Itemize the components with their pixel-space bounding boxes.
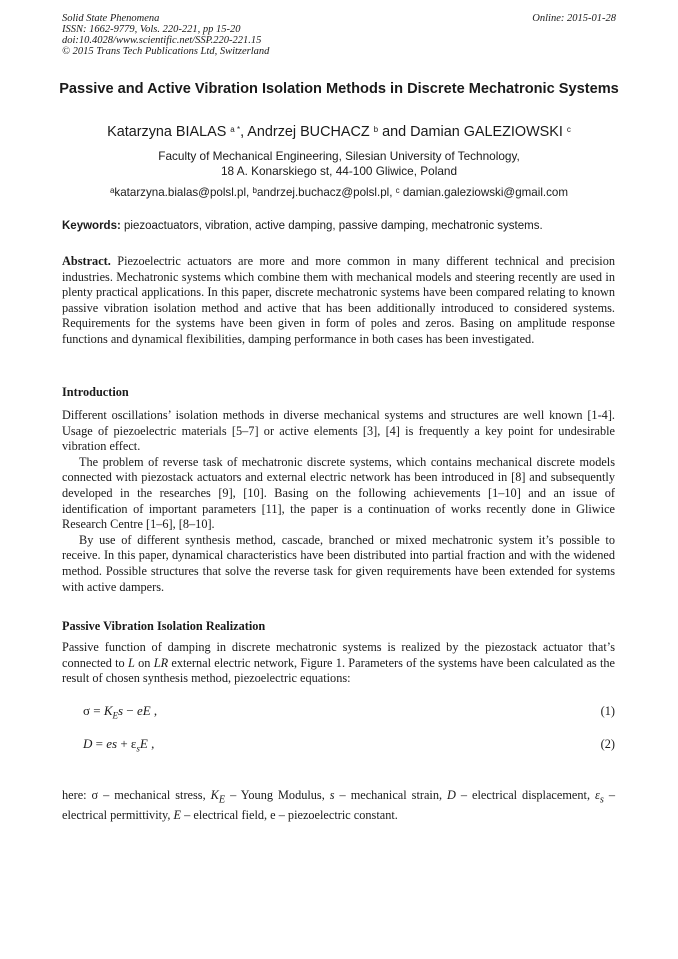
journal-header: [62, 13, 616, 57]
email-superscript: b: [252, 186, 257, 195]
math-symbol: E: [173, 808, 182, 823]
introduction-body: [62, 408, 615, 595]
math-symbol: D: [447, 788, 456, 802]
math-symbol: D: [83, 736, 93, 751]
text-run: external electric network, Figure 1. Parameters of the systems have been calculated as the result of chosen synthesis method, piezoelectric equations:: [62, 655, 615, 686]
doi-line: doi:10.4028/www.scientific.net/SSP.220-221.15: [62, 35, 262, 46]
email-link[interactable]: andrzej.buchacz@polsl.pl,: [256, 186, 396, 199]
online-date: Online: 2015-01-28: [532, 13, 616, 24]
math-symbol: s: [118, 703, 124, 718]
math-symbol: ε: [595, 788, 600, 802]
author-separator: ,: [240, 124, 248, 140]
copyright-line: © 2015 Trans Tech Publications Ltd, Switzerland: [62, 46, 270, 57]
equation-number: (1): [600, 704, 615, 718]
email-superscript: a: [109, 186, 115, 195]
affiliation: [60, 149, 618, 179]
math-punctuation: ,: [150, 703, 158, 718]
math-symbol: K: [103, 703, 113, 718]
math-symbol: s: [329, 788, 335, 802]
issn-line: ISSN: 1662-9779, Vols. 220-221, pp 15-20: [62, 24, 241, 35]
abstract-text: Piezoelectric actuators are more and more common in many different technical and precision industries. Mechatronic systems which combine them with mechanical models and steering recently are used in plenty practical applications. In this paper, discrete mechatronic systems have been compared relating to known passive vibration isolation method and active that has been additionally introduced to considered systems. Requirements for the systems have been given in form of poles and zeros. Basing on amplitude response functions and dynamical flexibilities, damping performance in both cases has been investigated.: [62, 254, 615, 346]
equation-number: (2): [600, 737, 615, 751]
email-link[interactable]: damian.galeziowski@gmail.com: [399, 186, 569, 199]
author-emails: [40, 185, 638, 200]
section-heading-introduction: Introduction: [62, 385, 129, 399]
math-punctuation: ,: [147, 736, 155, 751]
abstract: [62, 254, 615, 348]
math-symbol: σ: [83, 703, 91, 718]
math-operator: =: [90, 703, 104, 718]
paragraph: The problem of reverse task of mechatronic discrete systems, which contains mechanical discrete models connected with piezostack actuators and external electric network has been introduced in [8] and subsequently developed in the researches [9], [10]. Basing on the following achievements [1–10] and an issue of identification of important parameters [11], the paper is a continuation of works recently done in Gliwice Research Centre [1–6], [8–10].: [62, 454, 615, 532]
text-run: Passive function of damping in discrete mechatronic systems is realized by the piezostack actuator that’s connected to: [62, 640, 615, 670]
math-operator: + ε: [117, 736, 137, 751]
text-run: on: [134, 655, 154, 670]
paper-title: Passive and Active Vibration Isolation Methods in Discrete Mechatronic Systems: [59, 81, 619, 97]
paragraph: Different oscillations’ isolation methods in diverse mechanical systems and structures are well known [1-4]. Usage of piezoelectric materials [5–7] or active elements [3], [4] is frequently a key point for undesirable vibration effect.: [62, 408, 615, 454]
math-operator: =: [92, 736, 107, 751]
math-symbol: E: [139, 736, 148, 751]
math-symbol: LR: [153, 655, 169, 670]
text-run: – electrical field, e – piezoelectric constant.: [181, 808, 398, 823]
math-symbol: es: [106, 736, 118, 751]
author-superscript: c: [566, 125, 571, 134]
journal-name: Solid State Phenomena: [62, 13, 160, 24]
affiliation-line: Faculty of Mechanical Engineering, Silesian University of Technology,: [158, 149, 520, 163]
paragraph: [62, 640, 615, 687]
text-run: here: σ – mechanical stress,: [62, 788, 211, 802]
equation-2: [83, 735, 615, 753]
symbol-definitions: [62, 788, 615, 824]
author-name: Andrzej BUCHACZ: [247, 124, 370, 140]
keywords-text: piezoactuators, vibration, active damping, passive damping, mechatronic systems.: [120, 220, 543, 232]
author-name: Damian GALEZIOWSKI: [410, 124, 563, 140]
author-superscript: b: [373, 125, 379, 134]
author-list: [40, 123, 638, 141]
text-run: – Young Modulus,: [225, 788, 330, 802]
equation-1: [83, 702, 615, 720]
keywords: [62, 219, 622, 234]
math-symbol: L: [128, 655, 135, 670]
text-run: – mechanical strain,: [334, 788, 448, 802]
math-subscript: E: [112, 710, 119, 721]
paragraph: By use of different synthesis method, cascade, branched or mixed mechatronic system it’s possible to receive. In this paper, dynamical characteristics have been distributed into partial fraction and with the widened method. Possible structures that solve the reverse task for given requirements have been extended for systems with active dampers.: [62, 532, 615, 594]
math-subscript: s: [136, 743, 140, 754]
math-operator: −: [123, 703, 137, 718]
math-subscript: E: [218, 794, 226, 806]
keywords-label: Keywords:: [62, 220, 121, 232]
text-run: – electrical permittivity,: [62, 788, 615, 823]
text-run: – electrical displacement,: [455, 788, 595, 802]
math-symbol: K: [210, 788, 219, 802]
affiliation-line: 18 A. Konarskiego st, 44-100 Gliwice, Poland: [220, 164, 458, 178]
math-symbol: eE: [136, 703, 151, 718]
email-superscript: c: [395, 186, 400, 195]
author-separator: and: [378, 124, 411, 140]
author-name: Katarzyna BIALAS: [107, 124, 227, 140]
math-subscript: s: [599, 794, 604, 806]
author-superscript: a *: [230, 125, 241, 134]
abstract-label: Abstract.: [62, 254, 111, 268]
passive-body: [62, 640, 615, 687]
email-link[interactable]: katarzyna.bialas@polsl.pl,: [114, 186, 253, 199]
section-heading-passive: Passive Vibration Isolation Realization: [62, 619, 266, 633]
